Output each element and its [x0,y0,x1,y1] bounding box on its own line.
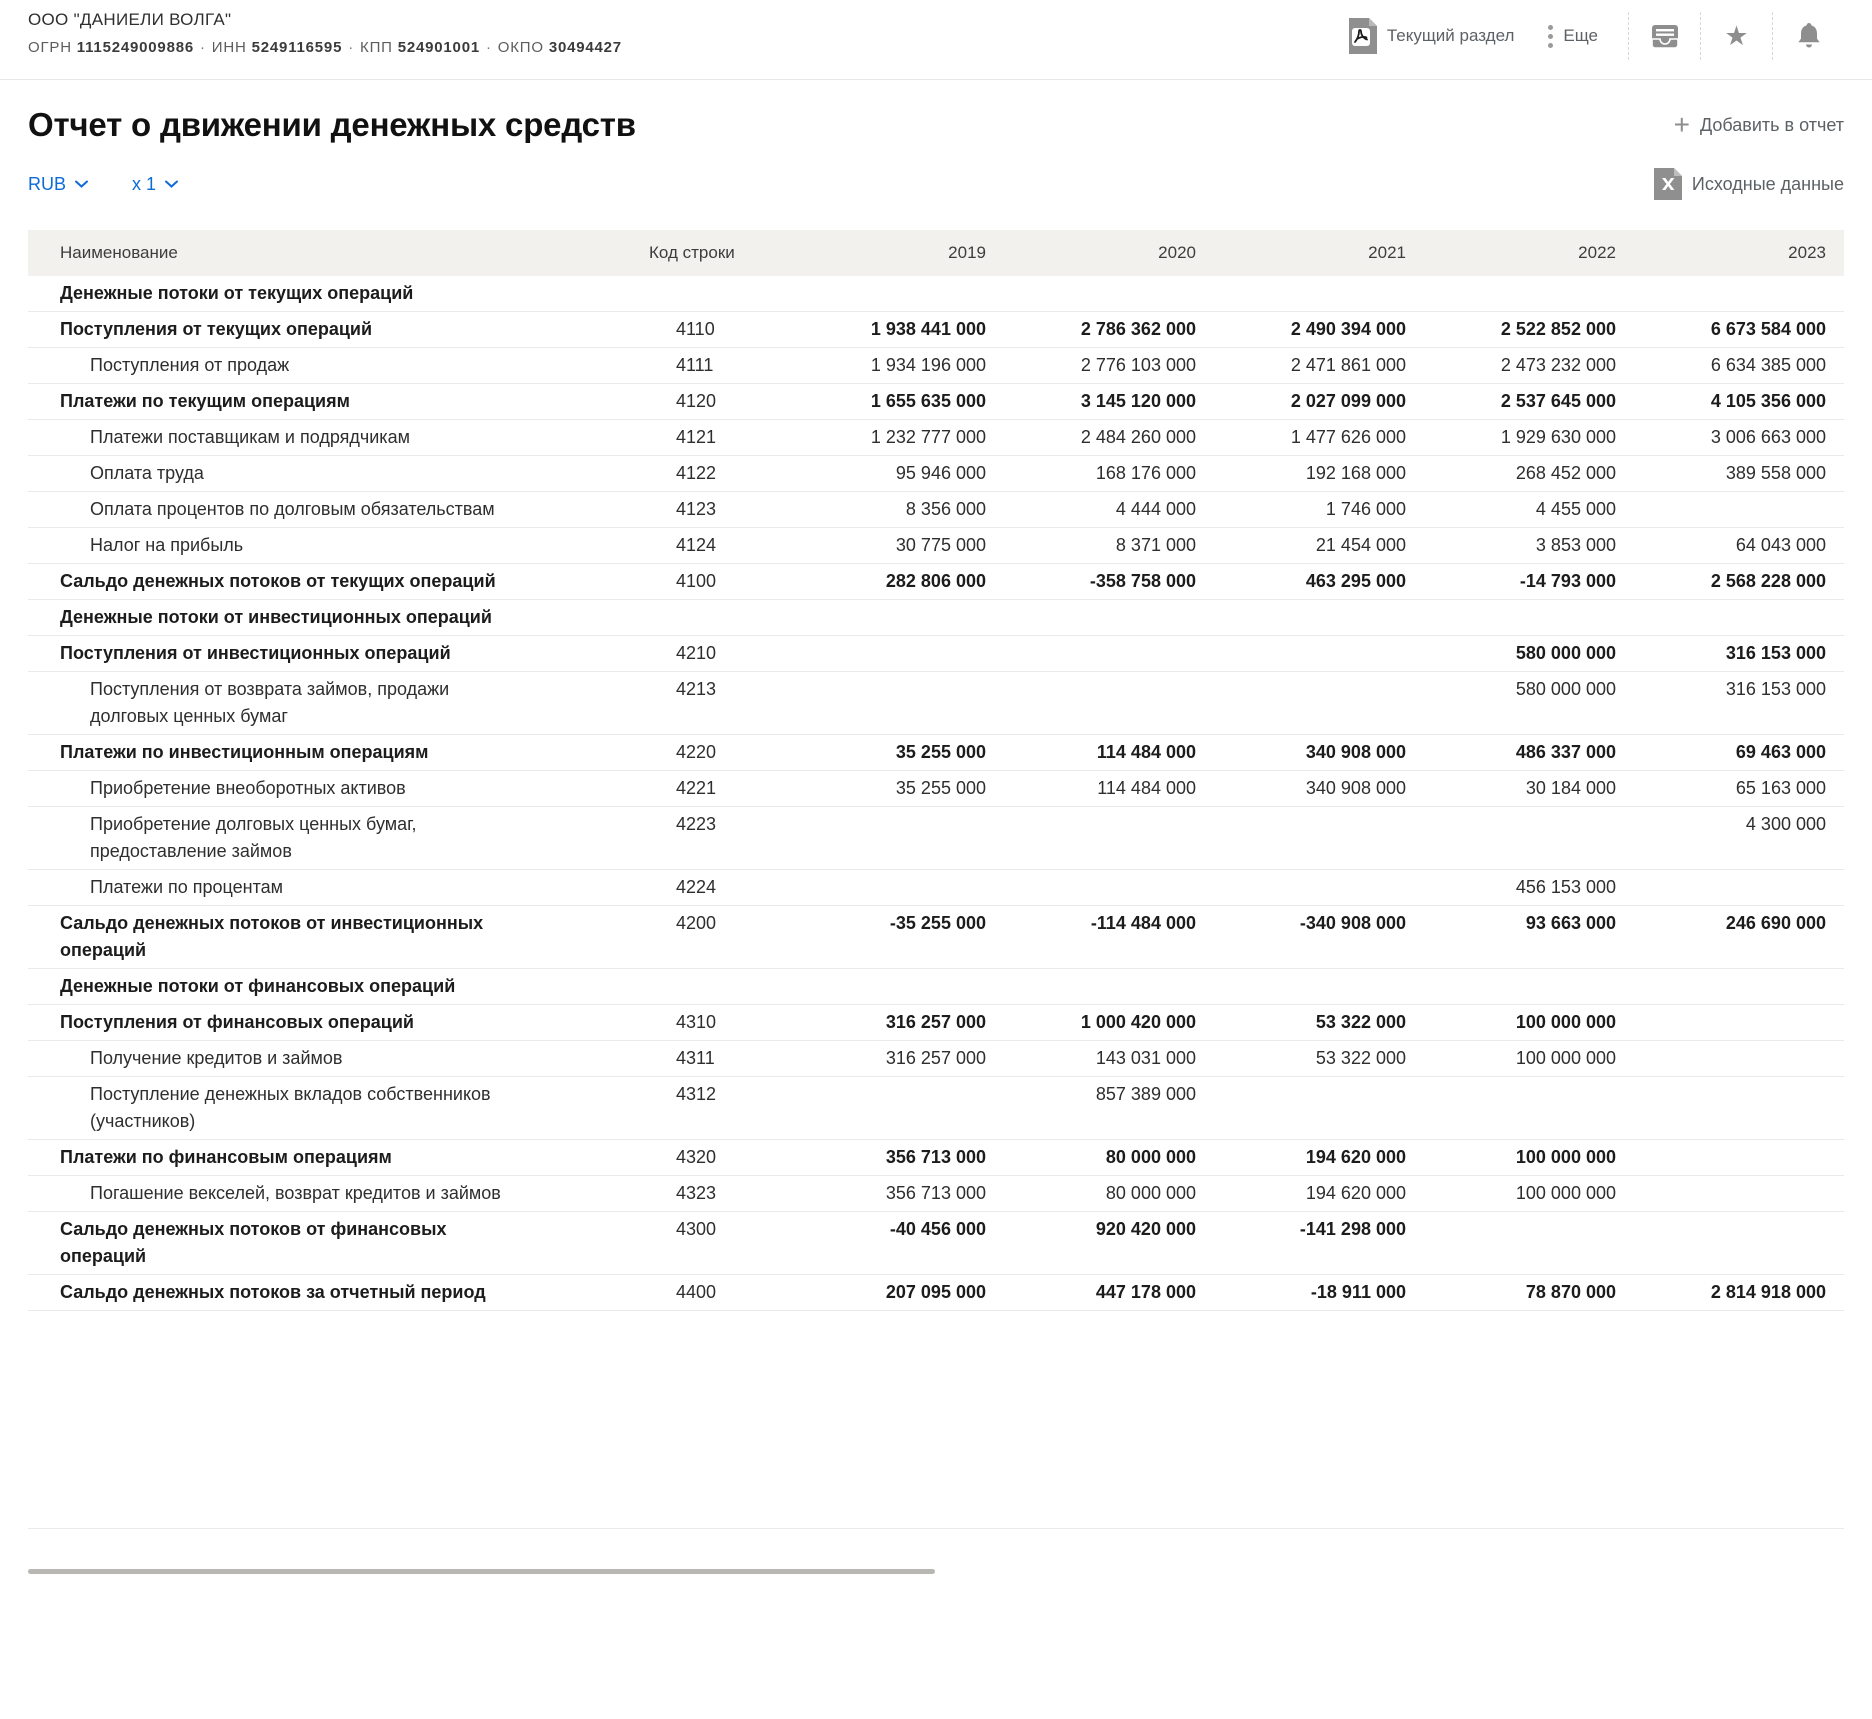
row-label: Поступление денежных вкладов собственников (участников) [90,1084,491,1131]
row-value: 356 713 000 [794,1176,1004,1212]
row-label-cell [28,420,638,456]
row-value: 21 454 000 [1214,528,1424,564]
row-label: Сальдо денежных потоков от финансовых операций [60,1219,447,1266]
row-value [1004,969,1214,1005]
table-row [28,276,1844,312]
row-label: Платежи по финансовым операциям [60,1147,392,1167]
row-label-cell [28,456,638,492]
row-value: 143 031 000 [1004,1041,1214,1077]
row-label-cell [28,672,638,735]
registry-label: КПП [360,39,393,56]
row-label: Денежные потоки от финансовых операций [60,976,456,996]
add-to-report-button[interactable] [1673,109,1844,140]
row-value [1634,870,1844,906]
table-row [28,348,1844,384]
source-data-button[interactable] [1654,168,1844,200]
row-value: 1 746 000 [1214,492,1424,528]
row-label-cell [28,870,638,906]
row-value [1214,636,1424,672]
row-value: 93 663 000 [1424,906,1634,969]
row-label-cell [28,1176,638,1212]
table-row [28,528,1844,564]
row-value: 35 255 000 [794,771,1004,807]
table-row [28,1041,1844,1077]
row-value: 2 027 099 000 [1214,384,1424,420]
row-value [1634,600,1844,636]
registry-value: 30494427 [548,39,622,56]
row-value [1634,1041,1844,1077]
more-menu-button[interactable] [1548,25,1598,48]
currency-dropdown[interactable] [28,174,88,195]
row-value [1424,1212,1634,1275]
excel-icon [1654,168,1682,200]
archive-icon [1651,24,1679,48]
company-registry-codes [28,39,622,56]
separator: · [485,39,492,56]
table-row [28,636,1844,672]
row-value: 2 776 103 000 [1004,348,1214,384]
separator: · [348,39,355,56]
column-header-year: 2021 [1214,230,1424,276]
row-label-cell [28,1212,638,1275]
column-header-code: Код строки [638,230,794,276]
row-value [794,969,1004,1005]
row-value: -35 255 000 [794,906,1004,969]
row-value: 8 356 000 [794,492,1004,528]
row-label: Поступления от возврата займов, продажи долговых ценных бумаг [90,679,450,726]
row-value: 282 806 000 [794,564,1004,600]
horizontal-scrollbar-thumb[interactable] [28,1569,935,1574]
row-value: 389 558 000 [1634,456,1844,492]
row-value: 2 484 260 000 [1004,420,1214,456]
table-row [28,1275,1844,1311]
more-label: Еще [1563,26,1598,45]
source-data-label: Исходные данные [1691,173,1844,194]
row-label: Поступления от финансовых операций [60,1012,414,1032]
table-row [28,492,1844,528]
row-value [794,636,1004,672]
row-label: Платежи поставщикам и подрядчикам [90,427,410,447]
row-code: 4320 [638,1140,794,1176]
row-value: 100 000 000 [1424,1041,1634,1077]
pdf-icon [1347,18,1377,54]
row-value: 2 568 228 000 [1634,564,1844,600]
row-value [1004,870,1214,906]
top-bar [0,0,1872,80]
row-value [1004,672,1214,735]
row-label-cell [28,312,638,348]
row-label-cell [28,636,638,672]
row-label-cell [28,528,638,564]
table-row [28,600,1844,636]
row-code: 4310 [638,1005,794,1041]
row-value: 2 537 645 000 [1424,384,1634,420]
row-value [1634,1212,1844,1275]
row-value: 340 908 000 [1214,735,1424,771]
multiplier-dropdown[interactable] [132,174,178,195]
row-label: Поступления от инвестиционных операций [60,643,451,663]
row-value: 100 000 000 [1424,1176,1634,1212]
row-value: -358 758 000 [1004,564,1214,600]
table-row [28,807,1844,870]
bell-icon [1797,23,1821,50]
row-value: 114 484 000 [1004,735,1214,771]
row-label: Платежи по текущим операциям [60,391,350,411]
row-value: 920 420 000 [1004,1212,1214,1275]
row-value [794,870,1004,906]
row-value: 316 153 000 [1634,636,1844,672]
row-value: 580 000 000 [1424,636,1634,672]
column-header-year: 2023 [1634,230,1844,276]
row-code: 4400 [638,1275,794,1311]
row-value: 316 257 000 [794,1005,1004,1041]
row-value: 316 257 000 [794,1041,1004,1077]
row-code: 4111 [638,348,794,384]
table-row [28,420,1844,456]
row-value [1214,969,1424,1005]
row-code: 4100 [638,564,794,600]
row-label: Поступления от текущих операций [60,319,373,339]
row-value [1634,276,1844,312]
top-actions [1347,10,1844,62]
row-code: 4213 [638,672,794,735]
table-row [28,870,1844,906]
column-header-name: Наименование [28,230,638,276]
row-value [1214,672,1424,735]
row-value: 207 095 000 [794,1275,1004,1311]
row-label-cell [28,276,638,312]
row-value: 35 255 000 [794,735,1004,771]
row-value: 2 522 852 000 [1424,312,1634,348]
registry-label: ОГРН [28,39,72,56]
row-label: Налог на прибыль [90,535,244,555]
row-value: 463 295 000 [1214,564,1424,600]
row-value [1634,1005,1844,1041]
row-value [794,276,1004,312]
plus-icon: + [1673,109,1690,140]
registry-value: 5249116595 [251,39,343,56]
row-value: -18 911 000 [1214,1275,1424,1311]
row-value: 6 634 385 000 [1634,348,1844,384]
notifications-button[interactable] [1772,12,1844,60]
row-value: 95 946 000 [794,456,1004,492]
registry-label: ИНН [211,39,247,56]
table-row [28,735,1844,771]
row-value: 30 184 000 [1424,771,1634,807]
company-header [28,10,622,56]
chevron-down-icon [165,180,178,188]
row-value: 486 337 000 [1424,735,1634,771]
row-value: 456 153 000 [1424,870,1634,906]
row-code [638,276,794,312]
row-value: 340 908 000 [1214,771,1424,807]
row-code: 4120 [638,384,794,420]
table-row [28,1212,1844,1275]
row-value: 316 153 000 [1634,672,1844,735]
row-code: 4200 [638,906,794,969]
row-code: 4311 [638,1041,794,1077]
row-code: 4300 [638,1212,794,1275]
row-label-cell [28,384,638,420]
row-value: 447 178 000 [1004,1275,1214,1311]
row-value: 356 713 000 [794,1140,1004,1176]
row-value: 1 232 777 000 [794,420,1004,456]
row-label: Приобретение внеоборотных активов [90,778,406,798]
row-label: Денежные потоки от инвестиционных операций [60,607,492,627]
page-title: Отчет о движении денежных средств [28,106,636,143]
row-value: -114 484 000 [1004,906,1214,969]
table-header [28,230,1844,276]
row-value [1634,969,1844,1005]
table-row [28,564,1844,600]
row-label-cell [28,348,638,384]
table-row [28,1077,1844,1140]
row-value: 3 006 663 000 [1634,420,1844,456]
row-value [794,1077,1004,1140]
archive-button[interactable] [1628,12,1700,60]
row-label: Оплата труда [90,463,204,483]
registry-value: 524901001 [397,39,480,56]
row-value: 2 471 861 000 [1214,348,1424,384]
row-value [794,600,1004,636]
row-value [1634,1140,1844,1176]
row-value: 114 484 000 [1004,771,1214,807]
table-row [28,771,1844,807]
row-value: -141 298 000 [1214,1212,1424,1275]
table-row [28,1176,1844,1212]
row-value: 78 870 000 [1424,1275,1634,1311]
row-value: 4 300 000 [1634,807,1844,870]
row-value [1214,807,1424,870]
row-value [1214,276,1424,312]
column-header-year: 2022 [1424,230,1634,276]
row-value: 80 000 000 [1004,1176,1214,1212]
row-value: 2 814 918 000 [1634,1275,1844,1311]
row-label-cell [28,1041,638,1077]
row-value: 53 322 000 [1214,1005,1424,1041]
row-value: 192 168 000 [1214,456,1424,492]
current-section-pdf-button[interactable] [1347,18,1515,54]
row-label-cell [28,771,638,807]
currency-dropdown-value: RUB [28,173,67,194]
row-code: 4121 [638,420,794,456]
table-empty-tail [28,1311,1844,1529]
row-label-cell [28,1275,638,1311]
row-label-cell [28,1140,638,1176]
row-value: 100 000 000 [1424,1005,1634,1041]
row-code: 4110 [638,312,794,348]
row-label-cell [28,969,638,1005]
row-value: 4 455 000 [1424,492,1634,528]
row-value [1424,600,1634,636]
row-label: Сальдо денежных потоков от текущих операций [60,571,496,591]
row-value: 168 176 000 [1004,456,1214,492]
row-value [794,807,1004,870]
row-label: Сальдо денежных потоков от инвестиционных операций [60,913,484,960]
row-value: 4 105 356 000 [1634,384,1844,420]
row-value: 194 620 000 [1214,1140,1424,1176]
row-value: 857 389 000 [1004,1077,1214,1140]
registry-label: ОКПО [497,39,544,56]
table-row [28,969,1844,1005]
row-value: 580 000 000 [1424,672,1634,735]
row-label-cell [28,906,638,969]
table-row [28,1005,1844,1041]
row-code: 4220 [638,735,794,771]
row-code: 4210 [638,636,794,672]
row-value: 53 322 000 [1214,1041,1424,1077]
row-value [1424,276,1634,312]
row-code: 4323 [638,1176,794,1212]
row-value: -340 908 000 [1214,906,1424,969]
row-label-cell [28,1005,638,1041]
row-value [1424,1077,1634,1140]
row-value [1004,807,1214,870]
row-value: 100 000 000 [1424,1140,1634,1176]
row-value: 1 655 635 000 [794,384,1004,420]
row-value: 2 490 394 000 [1214,312,1424,348]
column-header-year: 2020 [1004,230,1214,276]
row-value [1634,1176,1844,1212]
row-code: 4312 [638,1077,794,1140]
row-code: 4124 [638,528,794,564]
row-value: 69 463 000 [1634,735,1844,771]
row-value [1004,636,1214,672]
row-value: 6 673 584 000 [1634,312,1844,348]
table-body [28,276,1844,1311]
row-value: 1 000 420 000 [1004,1005,1214,1041]
row-label-cell [28,564,638,600]
row-label-cell [28,807,638,870]
row-code: 4224 [638,870,794,906]
display-selectors [28,174,178,195]
row-label: Платежи по инвестиционным операциям [60,742,429,762]
row-value: 30 775 000 [794,528,1004,564]
cash-flow-table [28,230,1844,1311]
table-row [28,384,1844,420]
row-label-cell [28,600,638,636]
row-value [1424,807,1634,870]
table-row [28,456,1844,492]
favorite-button[interactable] [1700,12,1772,60]
row-value: -14 793 000 [1424,564,1634,600]
row-label: Приобретение долговых ценных бумаг, предоставление займов [90,814,417,861]
row-value: 1 934 196 000 [794,348,1004,384]
row-label-cell [28,492,638,528]
separator: · [200,39,206,56]
column-header-year: 2019 [794,230,1004,276]
row-value: 4 444 000 [1004,492,1214,528]
current-section-label: Текущий раздел [1386,26,1515,45]
row-label: Платежи по процентам [90,877,284,897]
multiplier-dropdown-value: x 1 [132,173,157,194]
more-dots-icon [1548,25,1553,48]
row-label-cell [28,1077,638,1140]
chevron-down-icon [75,180,88,188]
table-row [28,906,1844,969]
row-value [794,672,1004,735]
row-value [1214,870,1424,906]
row-value: -40 456 000 [794,1212,1004,1275]
row-value: 1 477 626 000 [1214,420,1424,456]
row-code: 4123 [638,492,794,528]
row-code: 4122 [638,456,794,492]
row-value: 194 620 000 [1214,1176,1424,1212]
row-value: 3 145 120 000 [1004,384,1214,420]
row-code: 4221 [638,771,794,807]
row-value [1214,600,1424,636]
add-to-report-label: Добавить в отчет [1699,114,1844,135]
row-label: Получение кредитов и займов [90,1048,343,1068]
row-value: 1 929 630 000 [1424,420,1634,456]
table-row [28,1140,1844,1176]
row-label: Погашение векселей, возврат кредитов и займов [90,1183,501,1203]
row-label: Сальдо денежных потоков за отчетный период [60,1282,486,1302]
row-value: 64 043 000 [1634,528,1844,564]
row-value [1214,1077,1424,1140]
row-value: 2 786 362 000 [1004,312,1214,348]
row-value: 65 163 000 [1634,771,1844,807]
row-label: Денежные потоки от текущих операций [60,283,414,303]
row-value [1004,276,1214,312]
star-icon: ★ [1724,20,1749,51]
row-label: Поступления от продаж [90,355,290,375]
row-label-cell [28,735,638,771]
row-value [1004,600,1214,636]
row-value [1424,969,1634,1005]
row-value: 3 853 000 [1424,528,1634,564]
row-code: 4223 [638,807,794,870]
row-value [1634,492,1844,528]
row-label: Оплата процентов по долговым обязательствам [90,499,495,519]
company-name: ООО "ДАНИЕЛИ ВОЛГА" [28,10,232,29]
row-value: 268 452 000 [1424,456,1634,492]
table-row [28,312,1844,348]
row-value [1634,1077,1844,1140]
row-value: 246 690 000 [1634,906,1844,969]
row-value: 2 473 232 000 [1424,348,1634,384]
row-value: 1 938 441 000 [794,312,1004,348]
row-value: 80 000 000 [1004,1140,1214,1176]
registry-value: 1115249009886 [76,39,194,56]
icon-buttons [1628,12,1844,60]
row-code [638,600,794,636]
table-row [28,672,1844,735]
row-value: 8 371 000 [1004,528,1214,564]
row-code [638,969,794,1005]
